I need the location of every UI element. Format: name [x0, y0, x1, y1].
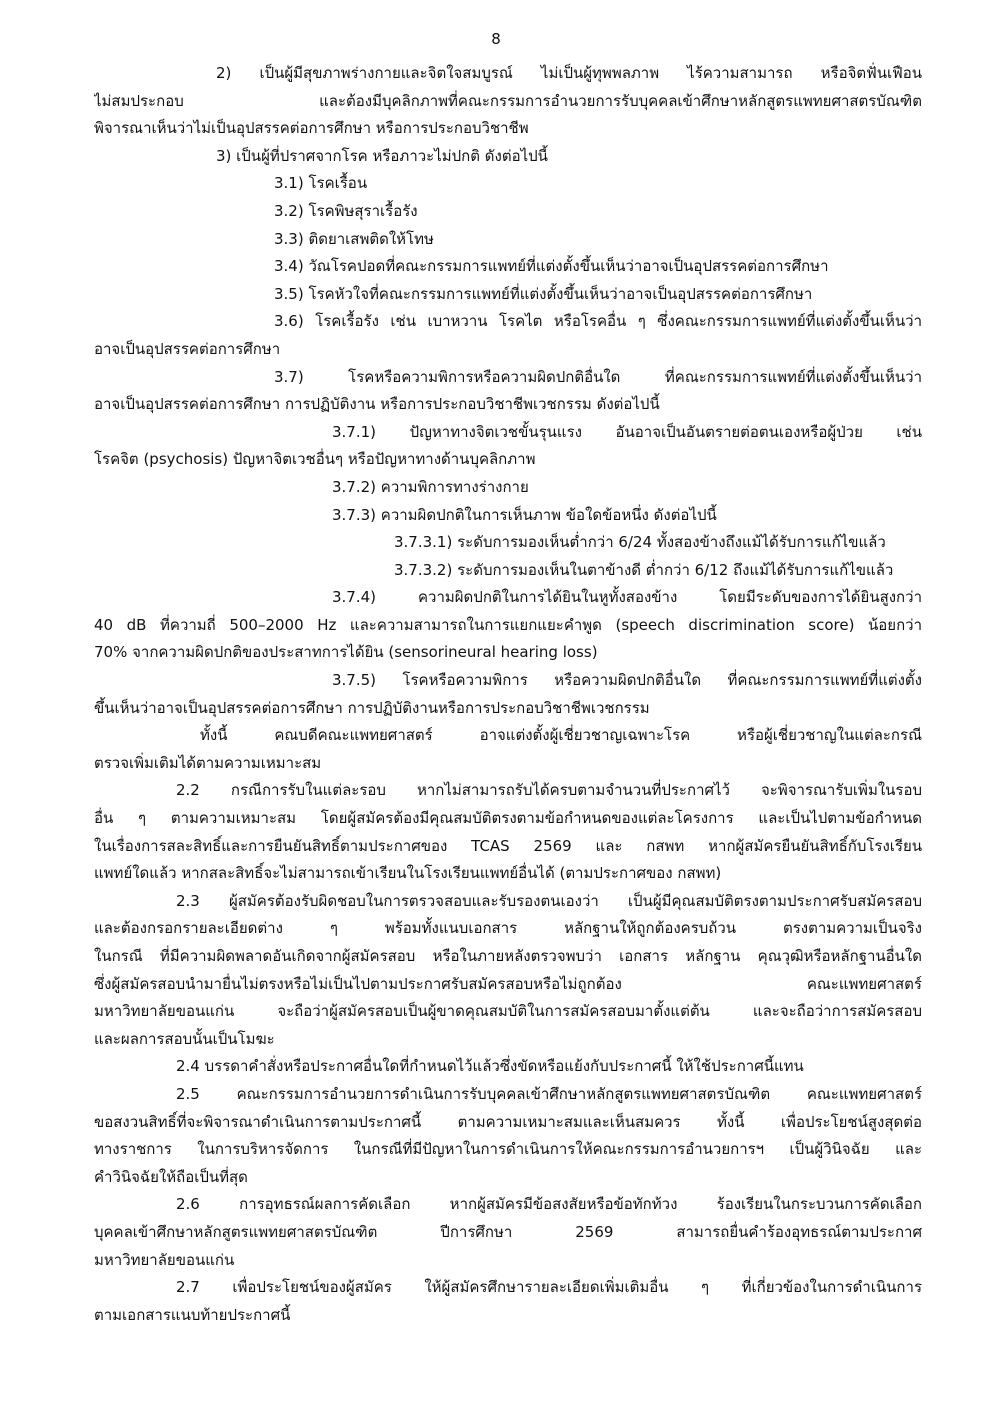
text-line: 2) เป็นผู้มีสุขภาพร่างกายและจิตใจสมบูรณ์ ไม่เป็นผู้ทุพพลภาพ ไร้ความสามารถ หรือจิตฟั่นเฟือน — [216, 64, 922, 82]
document-body — [94, 60, 922, 1329]
text-line: 2.5 คณะกรรมการอำนวยการดำเนินการรับบุคคลเข้าศึกษาหลักสูตรแพทยศาสตรบัณฑิต คณะแพทยศาสตร์ — [176, 1084, 922, 1103]
text-line: ตามเอกสารแนบท้ายประกาศนี้ — [94, 1305, 291, 1324]
text-line: 2.4 บรรดาคำสั่งหรือประกาศอื่นใดที่กำหนดไว้แล้วซึ่งขัดหรือแย้งกับประกาศนี้ ให้ใช้ประกาศนี้แทน — [176, 1057, 804, 1076]
text-line: 3.7.2) ความพิการทางร่างกาย — [332, 477, 529, 496]
text-line: มหาวิทยาลัยขอนแก่น — [94, 1250, 235, 1269]
text-line: และต้องกรอกรายละเอียดต่าง ๆ พร้อมทั้งแนบเอกสาร หลักฐานให้ถูกต้องครบถ้วน ตรงตามความเป็นจริง — [94, 919, 922, 938]
text-line: ขอสงวนสิทธิ์ที่จะพิจารณาดำเนินการตามประกาศนี้ ตามความเหมาะสมและเห็นสมควร ทั้งนี้ เพื่อประโยชน์สูงสุดต่อ — [94, 1112, 922, 1131]
text-line: ตรวจเพิ่มเติมได้ตามความเหมาะสม — [94, 753, 322, 772]
text-line: คำวินิจฉัยให้ถือเป็นที่สุด — [94, 1167, 248, 1186]
text-line: อาจเป็นอุปสรรคต่อการศึกษา — [94, 339, 281, 358]
page-number: 8 — [491, 30, 501, 48]
text-line: 3.5) โรคหัวใจที่คณะกรรมการแพทย์ที่แต่งตั้งขึ้นเห็นว่าอาจเป็นอุปสรรคต่อการศึกษา — [274, 284, 813, 303]
text-line: โรคจิต (psychosis) ปัญหาจิตเวชอื่นๆ หรือปัญหาทางด้านบุคลิกภาพ — [94, 450, 536, 469]
text-line: ขึ้นเห็นว่าอาจเป็นอุปสรรคต่อการศึกษา การปฏิบัติงานหรือการประกอบวิชาชีพเวชกรรม — [94, 698, 650, 717]
text-line: 2.2 กรณีการรับในแต่ละรอบ หากไม่สามารถรับได้ครบตามจำนวนที่ประกาศไว้ จะพิจารณารับเพิ่มในรอบ — [176, 781, 922, 800]
text-line: อื่น ๆ ตามความเหมาะสม โดยผู้สมัครต้องมีคุณสมบัติตรงตามข้อกำหนดของแต่ละโครงการ และเป็นไปตามข้อกำหนด — [94, 809, 922, 828]
text-line: 2.6 การอุทธรณ์ผลการคัดเลือก หากผู้สมัครมีข้อสงสัยหรือข้อทักท้วง ร้องเรียนในกระบวนการคัดเลือก — [176, 1195, 922, 1214]
text-line: และผลการสอบนั้นเป็นโมฆะ — [94, 1029, 275, 1048]
text-line: 3.7.4) ความผิดปกติในการได้ยินในหูทั้งสองข้าง โดยมีระดับของการได้ยินสูงกว่า — [332, 588, 922, 607]
text-line: 3.7) โรคหรือความพิการหรือความผิดปกติอื่นใด ที่คณะกรรมการแพทย์ที่แต่งตั้งขึ้นเห็นว่า — [274, 367, 922, 386]
text-line: 3.6) โรคเรื้อรัง เช่น เบาหวาน โรคไต หรือโรคอื่น ๆ ซึ่งคณะกรรมการแพทย์ที่แต่งตั้งขึ้นเห็นว่า — [274, 312, 922, 331]
text-line: มหาวิทยาลัยขอนแก่น จะถือว่าผู้สมัครสอบเป็นผู้ขาดคุณสมบัติในการสมัครสอบมาตั้งแต่ต้น และจะถือว่าการสมัครสอบ — [94, 1002, 922, 1021]
text-line: 3.7.1) ปัญหาทางจิตเวชขั้นรุนแรง อันอาจเป็นอันตรายต่อตนเองหรือผู้ป่วย เช่น — [332, 422, 922, 441]
text-line: 3.7.3) ความผิดปกติในการเห็นภาพ ข้อใดข้อหนึ่ง ดังต่อไปนี้ — [332, 505, 717, 524]
text-line: 3.7.5) โรคหรือความพิการ หรือความผิดปกติอื่นใด ที่คณะกรรมการแพทย์ที่แต่งตั้ง — [332, 671, 922, 690]
text-line: 3.2) โรคพิษสุราเรื้อรัง — [274, 201, 418, 220]
text-line: 40 dB ที่ความถี่ 500–2000 Hz และความสามารถในการแยกแยะคำพูด (speech discrimination score) น้อยกว่า — [94, 615, 922, 634]
text-line: ทางราชการ ในการบริหารจัดการ ในกรณีที่มีปัญหาในการดำเนินการให้คณะกรรมการอำนวยการฯ เป็นผู้วินิจฉัย และ — [94, 1140, 922, 1159]
text-line: ไม่สมประกอบ และต้องมีบุคลิกภาพที่คณะกรรมการอำนวยการรับบุคคลเข้าศึกษาหลักสูตรแพทยศาสตรบัณฑิต — [94, 91, 922, 110]
text-line: ในกรณี ที่มีความผิดพลาดอันเกิดจากผู้สมัครสอบ หรือในภายหลังตรวจพบว่า เอกสาร หลักฐาน คุณวุฒิหรือหลักฐานอื่นใด — [94, 947, 922, 965]
text-line: 3.4) วัณโรคปอดที่คณะกรรมการแพทย์ที่แต่งตั้งขึ้นเห็นว่าอาจเป็นอุปสรรคต่อการศึกษา — [274, 257, 829, 276]
text-line: 3) เป็นผู้ที่ปราศจากโรค หรือภาวะไม่ปกติ ดังต่อไปนี้ — [216, 146, 548, 165]
text-line: บุคคลเข้าศึกษาหลักสูตรแพทยศาสตรบัณฑิต ปีการศึกษา 2569 สามารถยื่นคำร้องอุทธรณ์ตามประกาศ — [94, 1222, 922, 1241]
text-line: 2.3 ผู้สมัครต้องรับผิดชอบในการตรวจสอบและรับรองตนเองว่า เป็นผู้มีคุณสมบัติตรงตามประกาศรับสมัครสอบ — [176, 891, 922, 910]
text-line: 3.7.3.2) ระดับการมองเห็นในตาข้างดี ต่ำกว่า 6/12 ถึงแม้ได้รับการแก้ไขแล้ว — [394, 560, 894, 579]
text-line: อาจเป็นอุปสรรคต่อการศึกษา การปฏิบัติงาน หรือการประกอบวิชาชีพเวชกรรม ดังต่อไปนี้ — [94, 395, 660, 414]
text-line: ทั้งนี้ คณบดีคณะแพทยศาสตร์ อาจแต่งตั้งผู้เชี่ยวชาญเฉพาะโรค หรือผู้เชี่ยวชาญในแต่ละกรณี — [200, 726, 922, 745]
text-line: ในเรื่องการสละสิทธิ์และการยืนยันสิทธิ์ตามประกาศของ TCAS 2569 และ กสพท หากผู้สมัครยืนยันสิทธิ์กับโรงเรียน — [94, 836, 922, 855]
text-line: 3.7.3.1) ระดับการมองเห็นต่ำกว่า 6/24 ทั้งสองข้างถึงแม้ได้รับการแก้ไขแล้ว — [394, 533, 886, 552]
text-line: 2.7 เพื่อประโยชน์ของผู้สมัคร ให้ผู้สมัครศึกษารายละเอียดเพิ่มเติมอื่น ๆ ที่เกี่ยวข้องในการดำเนินการ — [176, 1278, 922, 1297]
text-line: แพทย์ใดแล้ว หากสละสิทธิ์จะไม่สามารถเข้าเรียนในโรงเรียนแพทย์อื่นได้ (ตามประกาศของ กสพท) — [94, 864, 722, 883]
text-line: 70% จากความผิดปกติของประสาทการได้ยิน (sensorineural hearing loss) — [94, 643, 598, 662]
text-line: พิจารณาเห็นว่าไม่เป็นอุปสรรคต่อการศึกษา หรือการประกอบวิชาชีพ — [94, 119, 529, 138]
text-line: ซึ่งผู้สมัครสอบนำมายื่นไม่ตรงหรือไม่เป็นไปตามประกาศรับสมัครสอบหรือไม่ถูกต้อง คณะแพทยศาสตร์ — [94, 974, 922, 993]
text-line: 3.1) โรคเรื้อน — [274, 174, 368, 193]
text-line: 3.3) ติดยาเสพติดให้โทษ — [274, 229, 434, 248]
